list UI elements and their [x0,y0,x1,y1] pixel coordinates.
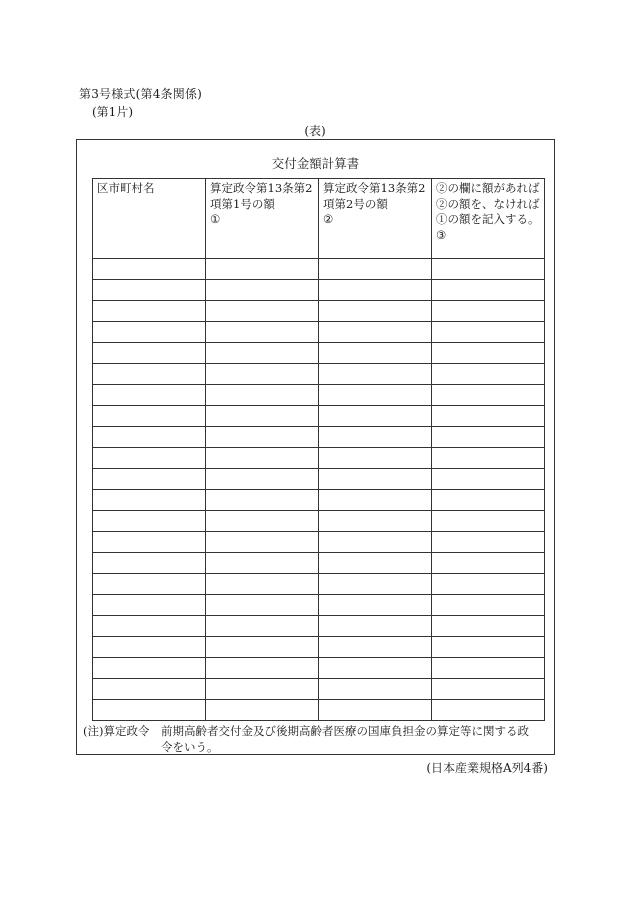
document-title: 交付金額計算書 [271,156,360,171]
table-cell [319,385,432,406]
table-cell [319,469,432,490]
table-cell [432,553,545,574]
table-cell [319,301,432,322]
table-cell [93,595,206,616]
form-number: 第3号様式(第4条関係) [79,87,203,101]
table-cell [206,511,319,532]
table-cell [206,343,319,364]
footnote-head: (注)算定政令 [83,724,150,738]
table-row [93,301,545,322]
table-cell [319,616,432,637]
side-label: (表) [304,124,326,138]
table-cell [432,532,545,553]
table-cell [206,616,319,637]
table-cell [206,700,319,721]
sheet-number: (第1片) [92,105,133,119]
table-cell [432,469,545,490]
table-row [93,364,545,385]
table-cell [319,406,432,427]
table-cell [319,679,432,700]
table-row [93,385,545,406]
column-header-label: 区市町村名 [97,181,155,195]
table-cell [93,637,206,658]
table-cell [93,259,206,280]
table-cell [93,469,206,490]
footnote-line-2: 令をいう。 [161,740,219,754]
table-row [93,553,545,574]
table-cell [432,658,545,679]
table-cell [93,658,206,679]
table-cell [206,595,319,616]
table-row [93,406,545,427]
table-cell [206,427,319,448]
table-row [93,700,545,721]
table-cell [432,616,545,637]
table-row [93,532,545,553]
table-header-row [93,179,545,259]
table-cell [206,469,319,490]
table-cell [319,511,432,532]
table-cell [432,343,545,364]
table-row [93,427,545,448]
table-cell [432,490,545,511]
table-cell [319,595,432,616]
table-cell [319,532,432,553]
table-cell [206,679,319,700]
table-cell [432,448,545,469]
column-header-label: ②の欄に額があれば②の額を、なければ①の額を記入する。 [436,181,540,226]
table-cell [93,301,206,322]
table-cell [93,427,206,448]
table-cell [319,343,432,364]
form-frame [76,139,555,755]
table-row [93,595,545,616]
column-header-marker: ② [323,212,334,226]
table-cell [206,553,319,574]
column-header-marker: ① [210,212,221,226]
table-cell [432,427,545,448]
table-cell [93,343,206,364]
table-cell [319,490,432,511]
table-cell [432,595,545,616]
table-body [93,259,545,721]
column-header-label: 算定政令第13条第2項第1号の額 [210,181,313,211]
table-cell [93,406,206,427]
table-cell [206,322,319,343]
table-cell [206,637,319,658]
table-cell [206,574,319,595]
table-cell [432,574,545,595]
table-row [93,259,545,280]
table-cell [319,259,432,280]
table-cell [206,448,319,469]
table-cell [319,322,432,343]
table-row [93,280,545,301]
column-header-marker: ③ [436,227,447,242]
table-cell [93,616,206,637]
footnote-line-1 [83,724,529,739]
table-cell [319,427,432,448]
table-cell [432,385,545,406]
table-cell [93,280,206,301]
table-cell [206,259,319,280]
table-row [93,616,545,637]
table-cell [206,280,319,301]
table-cell [319,637,432,658]
column-header-municipality [93,179,206,259]
table-cell [432,259,545,280]
table-row [93,679,545,700]
table-cell [432,322,545,343]
table-cell [93,448,206,469]
table-row [93,343,545,364]
table-row [93,469,545,490]
paper-spec: (日本産業規格A列4番) [426,761,548,775]
table-cell [93,511,206,532]
table-cell [432,679,545,700]
table-cell [93,364,206,385]
table-cell [432,301,545,322]
calculation-table [92,178,545,721]
table-row [93,448,545,469]
table-row [93,658,545,679]
column-header-item-1 [206,179,319,259]
table-cell [206,406,319,427]
table-row [93,322,545,343]
table-cell [93,532,206,553]
table-cell [319,553,432,574]
table-cell [206,301,319,322]
table-cell [206,385,319,406]
column-header-item-3 [432,179,545,259]
table-cell [432,637,545,658]
table-row [93,574,545,595]
table-cell [93,490,206,511]
table-cell [93,700,206,721]
table-cell [319,280,432,301]
table-cell [93,574,206,595]
table-cell [432,700,545,721]
table-cell [319,448,432,469]
table-cell [319,364,432,385]
table-cell [432,364,545,385]
column-header-item-2 [319,179,432,259]
table-cell [319,658,432,679]
table-row [93,490,545,511]
table-cell [432,511,545,532]
table-cell [319,700,432,721]
table-cell [206,490,319,511]
table-cell [206,532,319,553]
table-cell [432,406,545,427]
table-cell [93,385,206,406]
table-cell [206,364,319,385]
table-row [93,637,545,658]
table-cell [206,658,319,679]
table-cell [432,280,545,301]
column-header-label: 算定政令第13条第2項第2号の額 [323,181,426,211]
table-cell [93,553,206,574]
table-cell [93,322,206,343]
footnote-text: 前期高齢者交付金及び後期高齢者医療の国庫負担金の算定等に関する政 [160,724,529,738]
table-cell [93,679,206,700]
table-cell [319,574,432,595]
table-row [93,511,545,532]
